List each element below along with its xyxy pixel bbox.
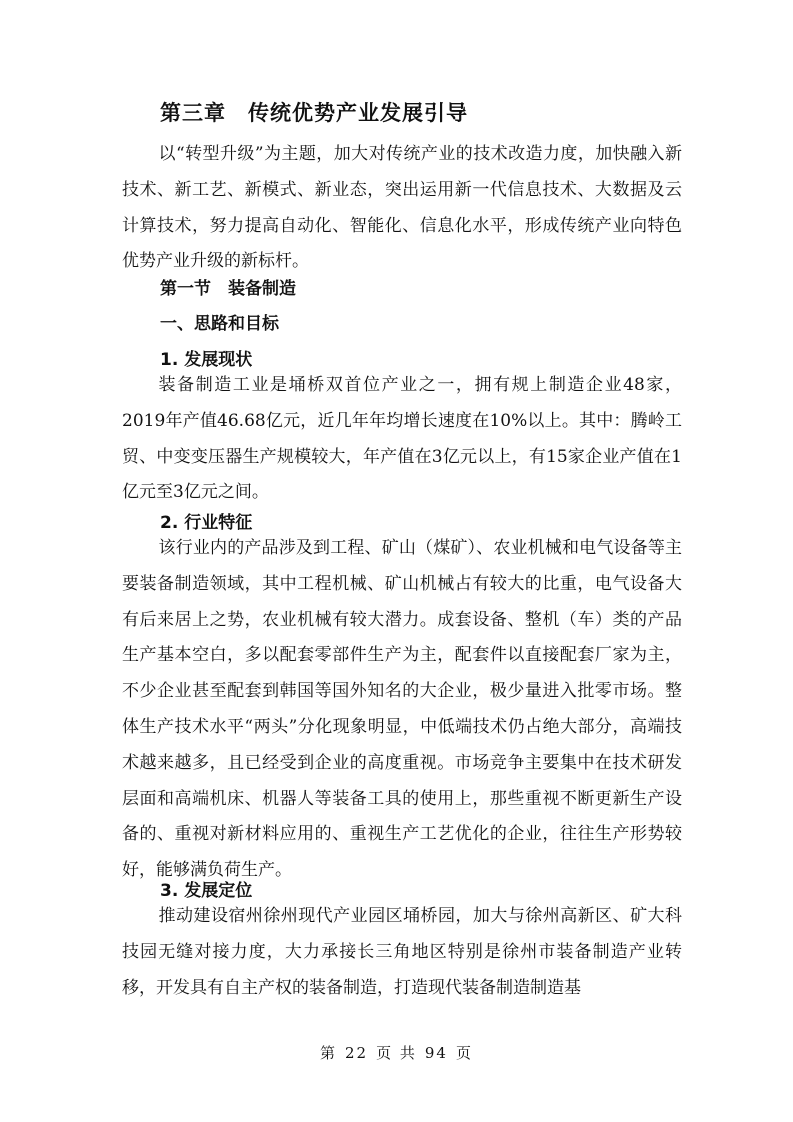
- footer-page-number: 22: [345, 1044, 369, 1062]
- subsection-title: 一、思路和目标: [160, 314, 279, 334]
- item-body-block-features: [122, 531, 682, 889]
- item-heading-status: 1. 发展现状: [160, 350, 253, 370]
- chapter-title: 第三章 传统优势产业发展引导: [160, 101, 468, 125]
- item-paragraph-positioning: 推动建设宿州徐州现代产业园区埇桥园，加大与徐州高新区、矿大科技园无缝对接力度，大力承接长三角地区特别是徐州市装备制造产业转移，开发具有自主产权的装备制造，打造现代装备制造制造基: [122, 906, 682, 998]
- item-paragraph-features: 该行业内的产品涉及到工程、矿山（煤矿）、农业机械和电气设备等主要装备制造领域，其中工程机械、矿山机械占有较大的比重，电气设备大有后来居上之势，农业机械有较大潜力。成套设备、整机（车）类的产品生产基本空白，多以配套零部件生产为主，配套件以直接配套厂家为主，不少企业甚至配套到韩国等国外知名的大企业，极少量进入批零市场。整体生产技术水平“两头”分化现象明显，中低端技术仍占绝大部分，高端技术越来越多，且已经受到企业的高度重视。市场竞争主要集中在技术研发层面和高端机床、机器人等装备工具的使用上，那些重视不断更新生产设备的、重视对新材料应用的、重视生产工艺优化的企业，往往生产形势较好，能够满负荷生产。: [122, 538, 682, 881]
- item-heading-positioning: 3. 发展定位: [160, 881, 253, 901]
- footer-middle: 页 共: [376, 1044, 417, 1062]
- intro-paragraph-block: [122, 137, 682, 280]
- intro-paragraph: 以“转型升级”为主题，加大对传统产业的技术改造力度，加快融入新技术、新工艺、新模式、新业态，突出运用新一代信息技术、大数据及云计算技术，努力提高自动化、智能化、信息化水平，形成传统产业向特色优势产业升级的新标杆。: [122, 144, 682, 272]
- footer-prefix: 第: [320, 1044, 338, 1062]
- item-body-block-positioning: [122, 899, 682, 1006]
- item-body-block-status: [122, 368, 682, 511]
- item-paragraph-status: 装备制造工业是埇桥双首位产业之一，拥有规上制造企业48家，2019年产值46.68亿元，近几年年均增长速度在10%以上。其中：腾岭工贸、中变变压器生产规模较大，年产值在3亿元以上，有15家企业产值在1亿元至3亿元之间。: [122, 375, 682, 503]
- page-footer: [0, 1042, 793, 1063]
- section-title: 第一节 装备制造: [160, 279, 296, 299]
- footer-suffix: 页: [455, 1044, 473, 1062]
- footer-total-pages: 94: [424, 1044, 448, 1062]
- item-heading-features: 2. 行业特征: [160, 513, 253, 533]
